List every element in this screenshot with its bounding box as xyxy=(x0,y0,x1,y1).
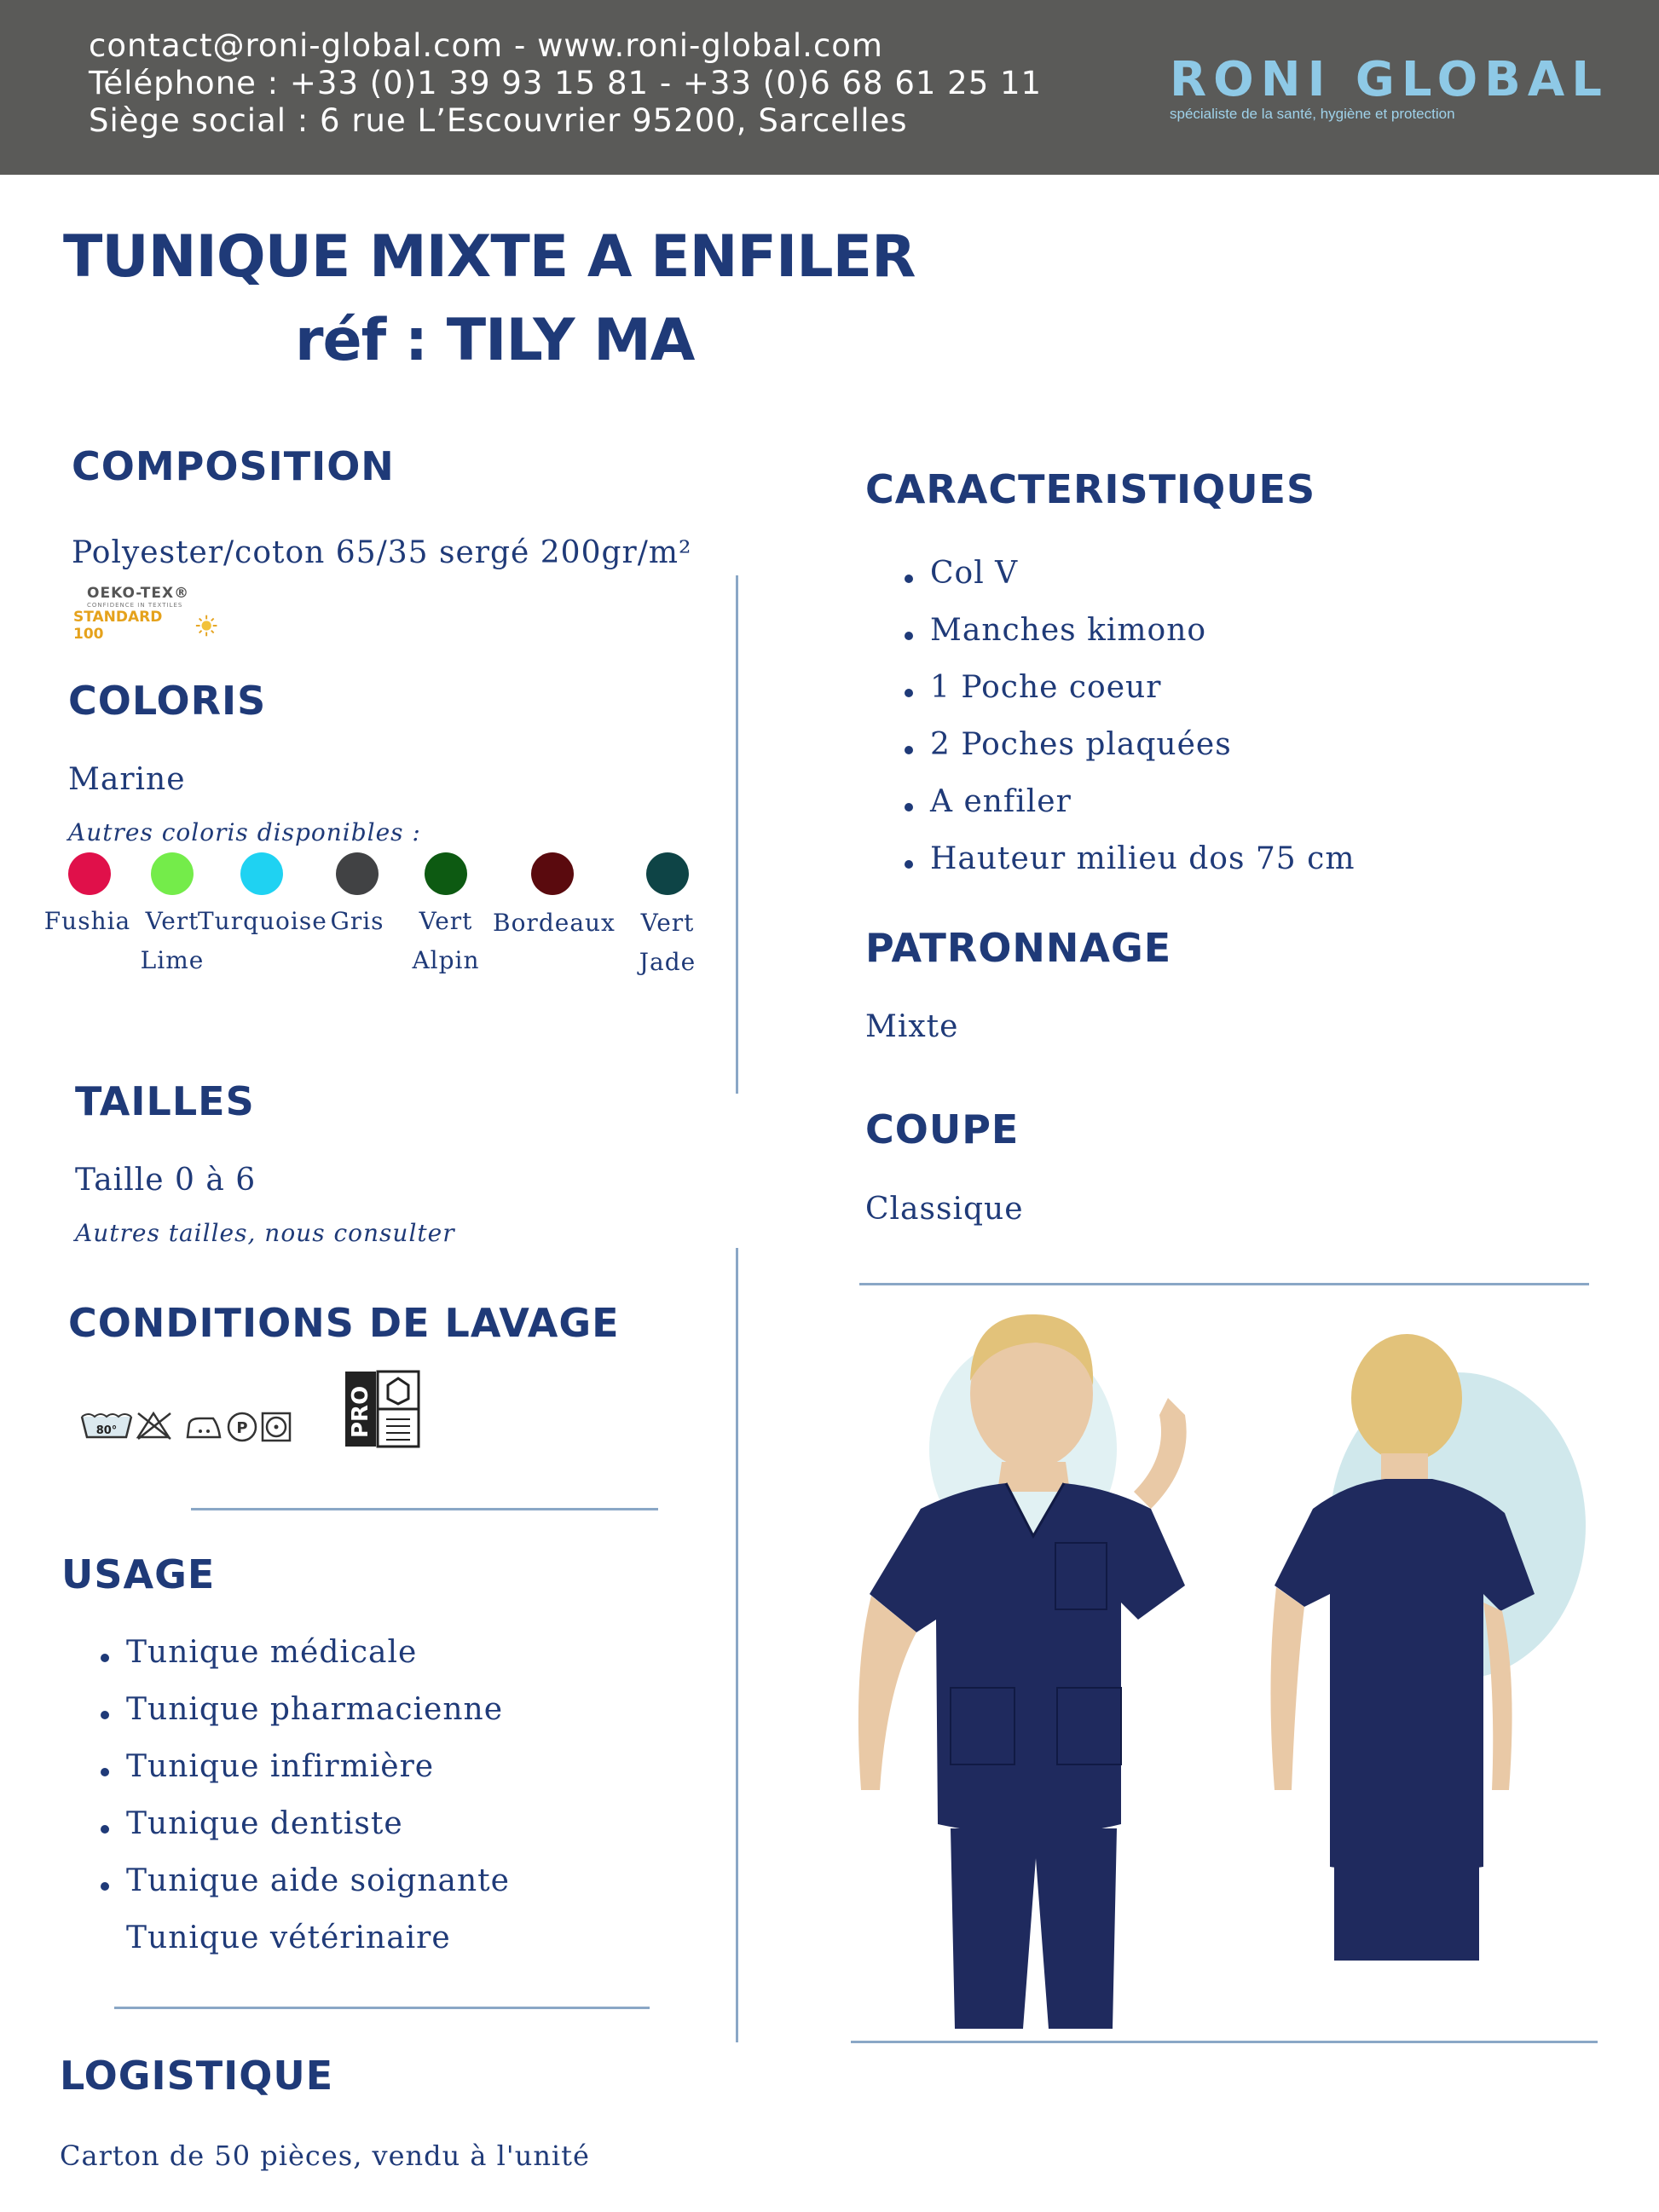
caracteristiques-list xyxy=(899,556,1355,898)
swatch-bordeaux xyxy=(531,852,574,895)
iron-icon xyxy=(188,1418,220,1437)
header-phone: Téléphone : +33 (0)1 39 93 15 81 - +33 (0)6 68 61 25 11 xyxy=(89,65,1043,101)
swatch-label-line1: Fushia xyxy=(43,907,131,935)
coloris-others-label: Autres coloris disponibles : xyxy=(68,818,421,846)
usage-item: Tunique infirmière xyxy=(95,1749,510,1806)
usage-item: Tunique dentiste xyxy=(95,1806,510,1863)
svg-text:P: P xyxy=(236,1419,248,1437)
swatch-label-line1: Turquoise xyxy=(198,907,327,935)
caracteristique-item: Col V xyxy=(899,556,1355,613)
oeko-tex-label xyxy=(73,585,218,643)
swatch-item xyxy=(425,852,467,895)
no-bleach-icon xyxy=(138,1413,171,1439)
swatch-item xyxy=(531,852,574,895)
care-symbols xyxy=(80,1408,310,1446)
swatch-item xyxy=(240,852,283,895)
logo-name: RONI GLOBAL xyxy=(1170,52,1609,107)
tumble-dry-icon xyxy=(263,1413,290,1441)
coloris-main: Marine xyxy=(68,762,186,797)
swatch-label xyxy=(319,902,396,941)
swatch-label-line2: Alpin xyxy=(412,946,480,974)
swatch-label xyxy=(399,902,493,980)
pro-label-icon xyxy=(344,1370,420,1448)
swatch-label xyxy=(625,904,710,982)
header-contact: contact@roni-global.com - www.roni-global.com xyxy=(89,27,883,64)
swatch-vert-lime xyxy=(151,852,194,895)
swatch-item xyxy=(151,852,194,895)
oeko-line3: STANDARD 100 xyxy=(73,609,163,643)
composition-text: Polyester/coton 65/35 sergé 200gr/m² xyxy=(72,535,692,570)
divider xyxy=(851,2041,1598,2043)
swatch-label-line2: Lime xyxy=(140,946,205,974)
header-address: Siège social : 6 rue L’Escouvrier 95200, Sarcelles xyxy=(89,102,908,139)
wash-80-icon xyxy=(82,1414,131,1437)
swatch-turquoise xyxy=(240,852,283,895)
caracteristiques-heading: CARACTERISTIQUES xyxy=(865,466,1316,512)
product-photo xyxy=(827,1313,1594,2029)
caracteristique-item: 2 Poches plaquées xyxy=(899,727,1355,784)
oeko-flower-icon xyxy=(194,613,218,638)
patronnage-text: Mixte xyxy=(865,1009,959,1044)
swatch-vert-jade xyxy=(646,852,689,895)
swatch-label-line1: Bordeaux xyxy=(493,909,616,937)
page-reference: réf : TILY MA xyxy=(295,307,695,374)
swatch-label-line1: Vert xyxy=(145,907,199,935)
wash-temp: 80° xyxy=(95,1424,118,1437)
divider xyxy=(859,1283,1589,1285)
column-divider xyxy=(736,1248,738,2042)
composition-heading: COMPOSITION xyxy=(72,443,395,489)
swatch-item xyxy=(646,852,689,895)
patronnage-heading: PATRONNAGE xyxy=(865,925,1172,971)
coloris-heading: COLORIS xyxy=(68,678,267,724)
caracteristique-item: A enfiler xyxy=(899,784,1355,841)
caracteristique-item: 1 Poche coeur xyxy=(899,670,1355,727)
tailles-note: Autres tailles, nous consulter xyxy=(75,1219,455,1247)
usage-item: Tunique pharmacienne xyxy=(95,1692,510,1749)
pro-label-text: PRO xyxy=(348,1385,373,1438)
lavage-heading: CONDITIONS DE LAVAGE xyxy=(68,1300,620,1346)
coupe-text: Classique xyxy=(865,1192,1024,1227)
logo-tagline: spécialiste de la santé, hygiène et protection xyxy=(1170,106,1455,122)
swatch-label-line1: Gris xyxy=(330,907,384,935)
oeko-line1: OEKO-TEX® xyxy=(87,585,190,602)
swatch-label-line1: Vert xyxy=(419,907,473,935)
swatch-label-line1: Vert xyxy=(640,909,695,937)
dry-clean-p-icon xyxy=(228,1413,256,1441)
usage-item: Tunique vétérinaire xyxy=(126,1920,451,1955)
logistique-heading: LOGISTIQUE xyxy=(60,2053,334,2099)
divider xyxy=(114,2007,650,2009)
usage-item: Tunique médicale xyxy=(95,1635,510,1692)
swatch-item xyxy=(68,852,111,895)
usage-item: Tunique aide soignante xyxy=(95,1863,510,1920)
caracteristique-item: Hauteur milieu dos 75 cm xyxy=(899,841,1355,898)
oeko-line2: CONFIDENCE IN TEXTILES xyxy=(87,602,183,609)
divider xyxy=(191,1508,658,1510)
usage-heading: USAGE xyxy=(61,1551,216,1597)
swatch-item xyxy=(336,852,379,895)
logistique-text: Carton de 50 pièces, vendu à l'unité xyxy=(60,2140,590,2172)
roni-global-logo xyxy=(1170,52,1609,133)
tailles-text: Taille 0 à 6 xyxy=(75,1163,257,1198)
tailles-heading: TAILLES xyxy=(75,1078,255,1124)
swatch-label xyxy=(198,902,326,941)
coupe-heading: COUPE xyxy=(865,1106,1020,1152)
swatch-fushia xyxy=(68,852,111,895)
swatch-label xyxy=(493,904,616,943)
swatch-gris xyxy=(336,852,379,895)
usage-list xyxy=(95,1635,510,1978)
swatch-vert-alpin xyxy=(425,852,467,895)
swatch-label-line2: Jade xyxy=(639,948,697,976)
page-title: TUNIQUE MIXTE A ENFILER xyxy=(63,223,916,291)
caracteristique-item: Manches kimono xyxy=(899,613,1355,670)
front-model-figure xyxy=(858,1314,1187,2029)
column-divider xyxy=(736,575,738,1094)
